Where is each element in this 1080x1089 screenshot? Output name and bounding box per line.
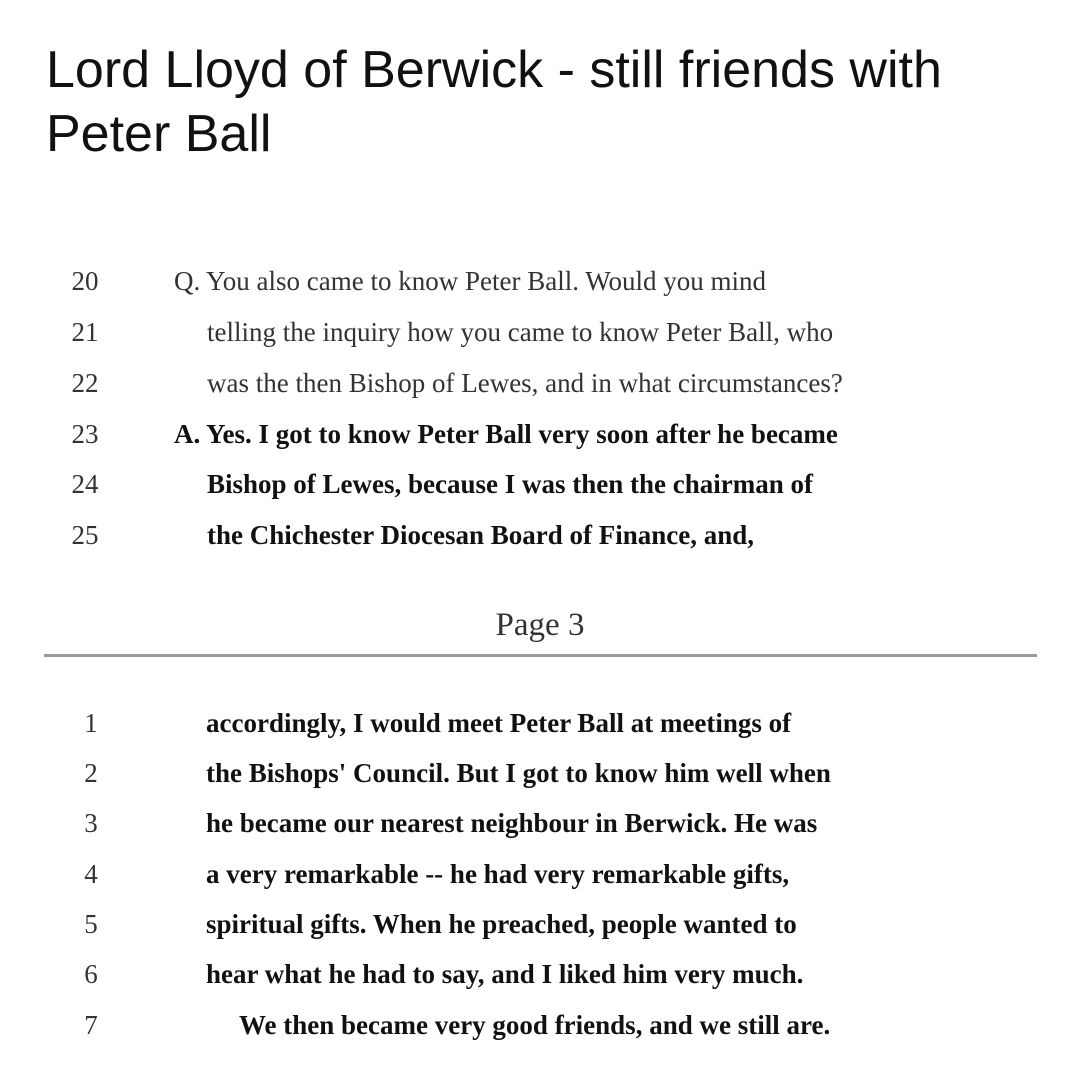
answer-text: Bishop of Lewes, because I was then the chairman of: [207, 469, 814, 499]
question-text: Q. You also came to know Peter Ball. Would you mind: [174, 266, 767, 296]
transcript-line: [0, 312, 1080, 352]
transcript-line: [0, 1005, 1080, 1045]
line-number: 3: [84, 808, 98, 838]
line-number: 23: [71, 419, 99, 449]
line-number: 1: [84, 708, 98, 738]
transcript-line: [0, 261, 1080, 301]
answer-text: the Bishops' Council. But I got to know him well when: [206, 758, 831, 788]
answer-text: A. Yes. I got to know Peter Ball very soon after he became: [174, 419, 838, 449]
answer-text: he became our nearest neighbour in Berwick. He was: [206, 808, 818, 838]
line-number: 20: [71, 266, 99, 296]
line-number: 22: [71, 368, 99, 398]
transcript-line: [0, 803, 1080, 843]
line-number: 21: [71, 317, 99, 347]
headline: Lord Lloyd of Berwick - still friends with Peter Ball: [46, 41, 942, 163]
transcript-line: [0, 363, 1080, 403]
transcript-line: [0, 515, 1080, 555]
answer-text: We then became very good friends, and we still are.: [239, 1010, 831, 1040]
answer-text: accordingly, I would meet Peter Ball at meetings of: [206, 708, 792, 738]
answer-text: spiritual gifts. When he preached, people wanted to: [206, 909, 797, 939]
answer-text: the Chichester Diocesan Board of Finance, and,: [207, 520, 754, 550]
line-number: 6: [84, 959, 98, 989]
transcript-line: [0, 854, 1080, 894]
question-text: was the then Bishop of Lewes, and in what circumstances?: [207, 368, 843, 398]
transcript-line: [0, 703, 1080, 743]
line-number: 5: [84, 909, 98, 939]
answer-text: a very remarkable -- he had very remarkable gifts,: [206, 859, 790, 889]
transcript-line: [0, 904, 1080, 944]
line-number: 25: [71, 520, 99, 550]
transcript-line: [0, 954, 1080, 994]
line-number: 24: [71, 469, 99, 499]
line-number: 4: [84, 859, 98, 889]
transcript-line: [0, 414, 1080, 454]
line-number: 7: [84, 1010, 98, 1040]
page-label: Page 3: [495, 607, 585, 643]
question-text: telling the inquiry how you came to know Peter Ball, who: [207, 317, 834, 347]
page-divider: [44, 654, 1037, 657]
transcript-line: [0, 464, 1080, 504]
line-number: 2: [84, 758, 98, 788]
answer-text: hear what he had to say, and I liked him very much.: [206, 959, 804, 989]
transcript-line: [0, 753, 1080, 793]
